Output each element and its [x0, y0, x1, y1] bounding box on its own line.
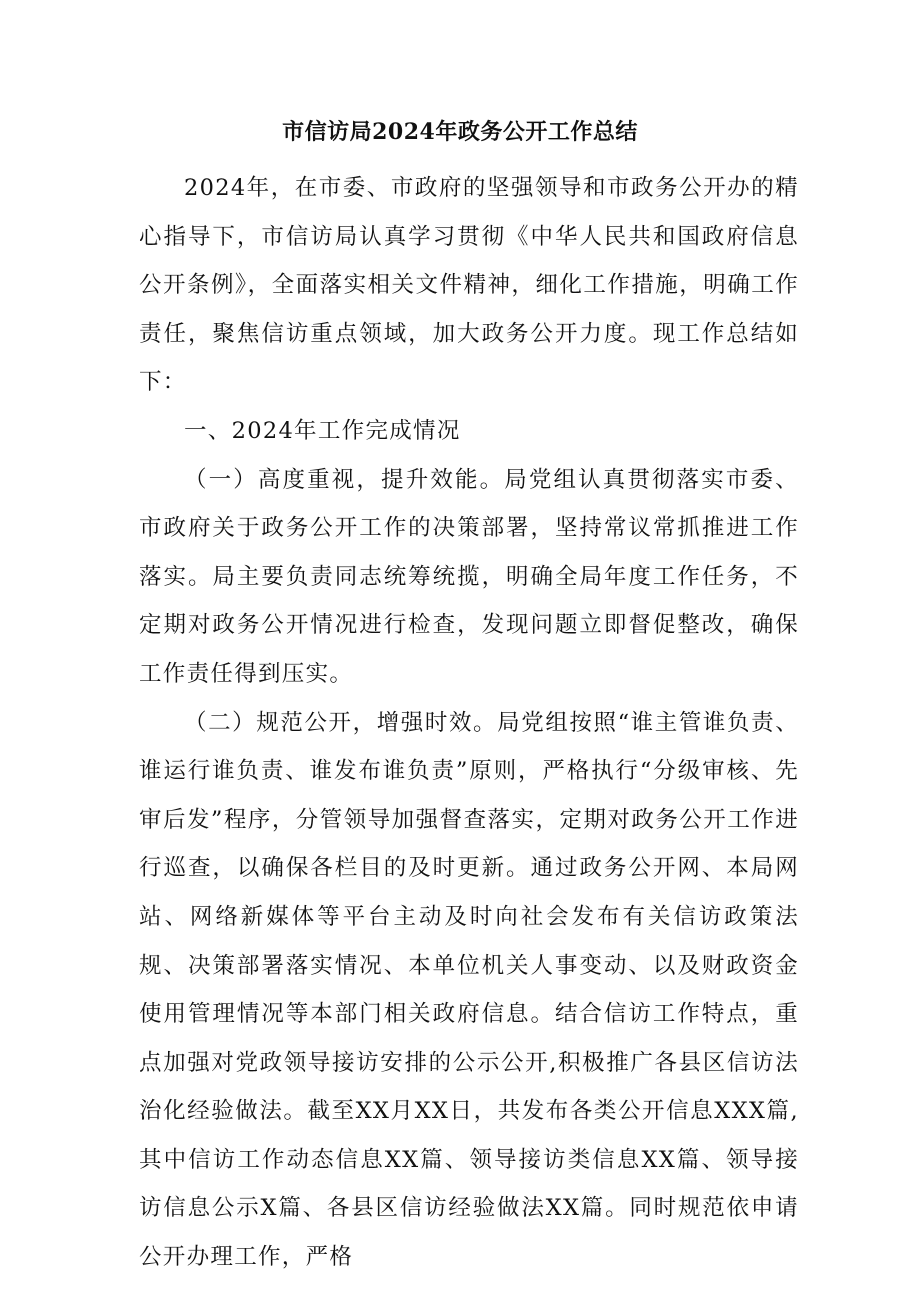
intro-paragraph: 2024年，在市委、市政府的坚强领导和市政务公开办的精心指导下，市信访局认真学习贯彻《中华人民共和国政府信息公开条例》，全面落实相关文件精神，细化工作措施，明确工作责任，聚焦信访重点领域，加大政务公开力度。现工作总结如下：: [139, 175, 799, 396]
section-heading: 一、2024年工作完成情况: [184, 417, 461, 444]
document-body: [139, 164, 799, 1282]
document-title: 市信访局2024年政务公开工作总结: [282, 119, 638, 145]
subsection-paragraph-2: （二）规范公开，增强时效。局党组按照“谁主管谁负责、谁运行谁负责、谁发布谁负责”原则，严格执行“分级审核、先审后发”程序，分管领导加强督查落实，定期对政务公开工作进行巡查，以确保各栏目的及时更新。通过政务公开网、本局网站、网络新媒体等平台主动及时向社会发布有关信访政策法规、决策部署落实情况、本单位机关人事变动、以及财政资金使用管理情况等本部门相关政府信息。结合信访工作特点，重点加强对党政领导接访安排的公示公开,积极推广各县区信访法治化经验做法。截至XX月XX日，共发布各类公开信息XXX篇,其中信访工作动态信息XX篇、领导接访类信息XX篇、领导接访信息公示X篇、各县区信访经验做法XX篇。同时规范依申请公开办理工作，严格: [139, 709, 799, 1271]
subsection-paragraph-1: （一）高度重视，提升效能。局党组认真贯彻落实市委、市政府关于政务公开工作的决策部署，坚持常议常抓推进工作落实。局主要负责同志统筹统揽，明确全局年度工作任务，不定期对政务公开情况进行检查，发现问题立即督促整改，确保工作责任得到压实。: [139, 466, 799, 687]
